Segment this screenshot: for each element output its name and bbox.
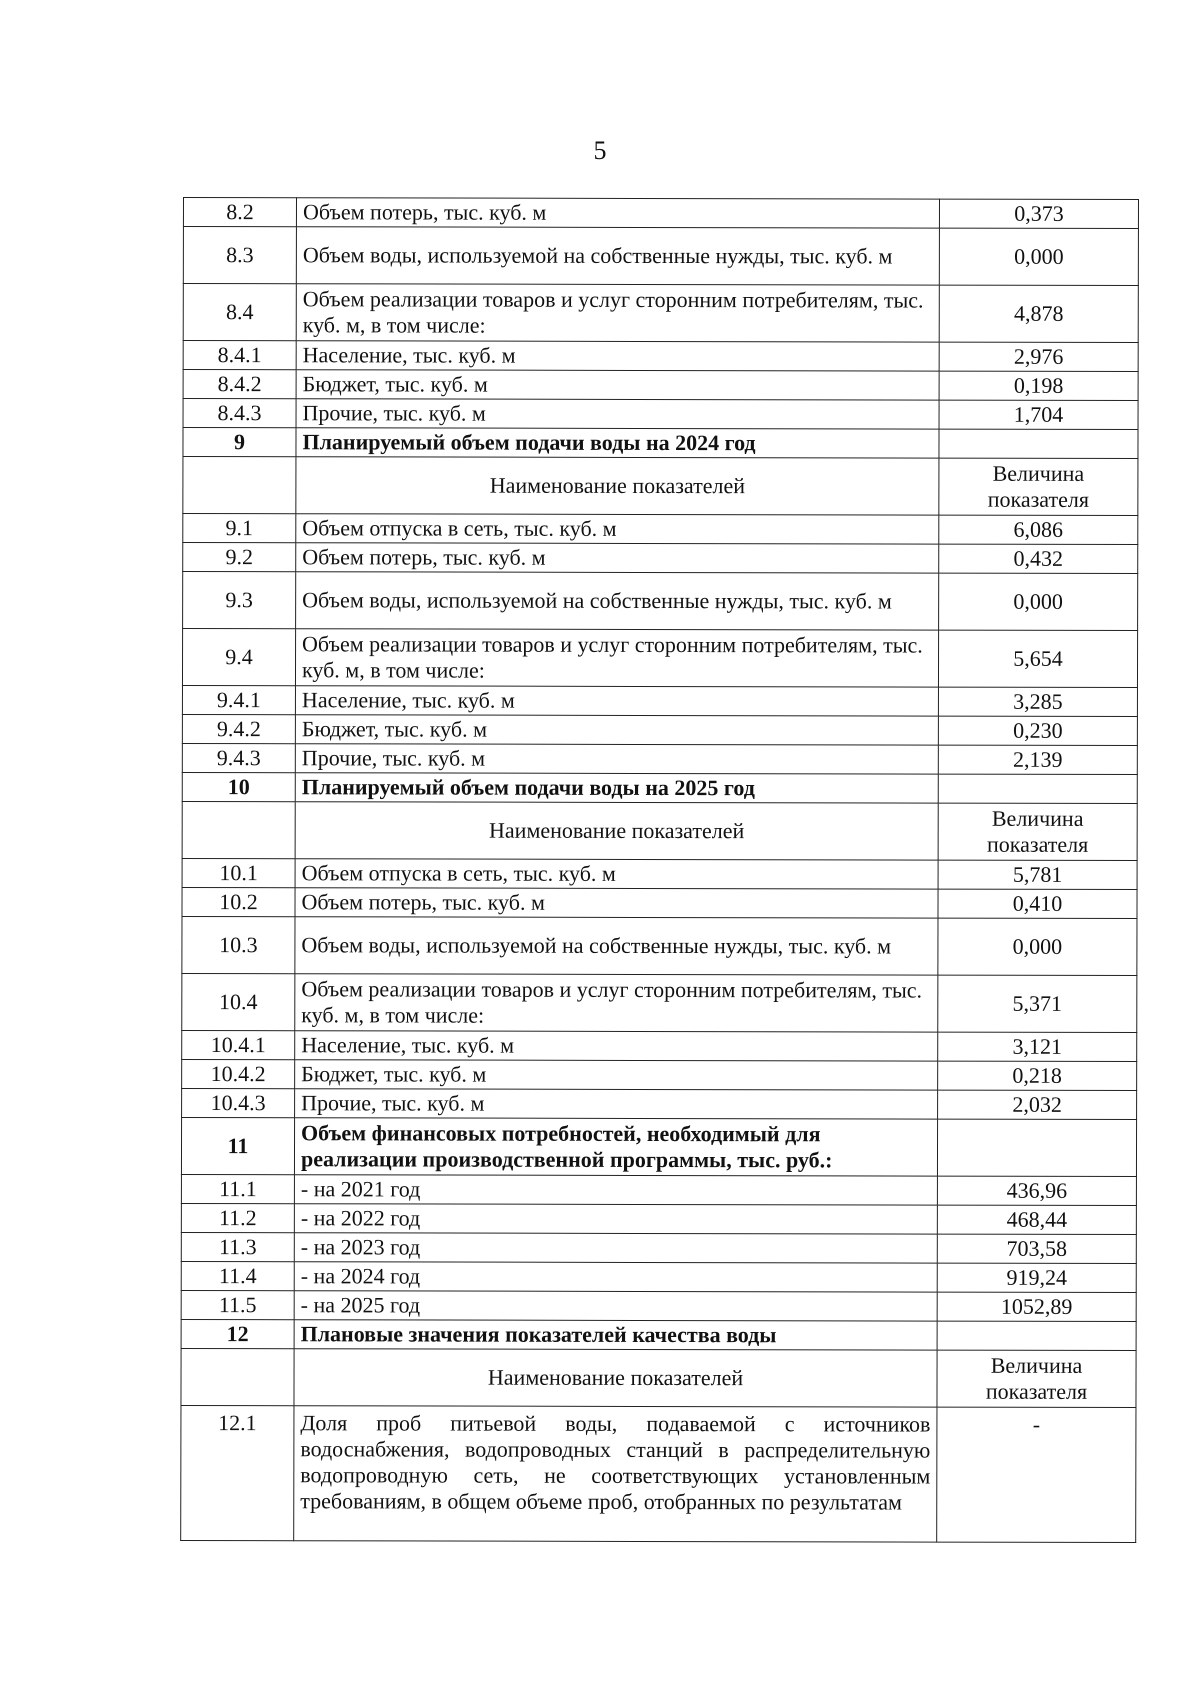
table-row (182, 686, 1137, 717)
column-header-row (182, 801, 1137, 860)
section-number: 12 (181, 1319, 294, 1348)
section-number: 9 (183, 428, 296, 457)
section-value (939, 429, 1138, 458)
row-description: - на 2025 год (294, 1291, 937, 1321)
section-value (937, 1321, 1136, 1350)
row-number: 10.4 (182, 973, 295, 1030)
table-row (181, 1174, 1136, 1205)
row-number: 9.4 (182, 629, 295, 686)
row-number: 11.4 (181, 1261, 294, 1290)
header-name: Наименование показателей (295, 802, 938, 860)
row-number: 11.3 (181, 1232, 294, 1261)
table-row (182, 858, 1137, 889)
row-number: 9.4.2 (182, 714, 295, 743)
row-description: Объем потерь, тыс. куб. м (295, 888, 938, 918)
section-title: Объем финансовых потребностей, необходимый для реализации производственной программы, тыс. руб.: (294, 1118, 937, 1176)
table-row (182, 887, 1137, 918)
table-row (183, 399, 1138, 430)
row-value: 3,121 (938, 1032, 1137, 1061)
header-empty-cell (183, 457, 296, 514)
row-number: 11.2 (181, 1203, 294, 1232)
row-number: 12.1 (181, 1405, 294, 1540)
row-description: Объем реализации товаров и услуг сторонним потребителям, тыс. куб. м, в том числе: (295, 974, 938, 1032)
row-value: 703,58 (937, 1234, 1136, 1263)
row-description: Объем воды, используемой на собственные нужды, тыс. куб. м (296, 572, 939, 630)
section-title: Плановые значения показателей качества воды (294, 1320, 937, 1350)
row-number: 8.2 (183, 198, 296, 227)
row-description: Объем воды, используемой на собственные нужды, тыс. куб. м (295, 917, 938, 975)
row-number: 10.1 (182, 858, 295, 887)
row-description: Объем воды, используемой на собственные нужды, тыс. куб. м (296, 227, 939, 285)
row-number: 10.2 (182, 887, 295, 916)
table-row (183, 514, 1138, 545)
row-number: 10.3 (182, 916, 295, 973)
row-description: Прочие, тыс. куб. м (295, 1089, 938, 1119)
header-value: Величина показателя (937, 1350, 1136, 1407)
row-number: 9.2 (183, 543, 296, 572)
table-row (183, 543, 1138, 574)
row-value: 0,373 (939, 199, 1138, 228)
header-empty-cell (181, 1348, 294, 1405)
row-value: 0,410 (938, 889, 1137, 918)
table-row (182, 916, 1137, 975)
row-description: Бюджет, тыс. куб. м (296, 370, 939, 400)
row-value: 0,000 (939, 228, 1138, 285)
table-row (183, 284, 1138, 343)
table-row (183, 227, 1138, 286)
row-number: 10.4.1 (182, 1030, 295, 1059)
row-number: 10.4.3 (182, 1088, 295, 1117)
row-description: Объем потерь, тыс. куб. м (296, 198, 939, 228)
row-number: 10.4.2 (182, 1059, 295, 1088)
indicators-table (180, 197, 1139, 1543)
table-row (181, 1203, 1136, 1234)
section-value (937, 1119, 1136, 1176)
table-row (182, 743, 1137, 774)
table-row (182, 973, 1137, 1032)
section-value (938, 774, 1137, 803)
header-name: Наименование показателей (296, 457, 939, 515)
row-description: Доля проб питьевой воды, подаваемой с источников водоснабжения, водопроводных станций в распределительную водопроводную сеть, не соответствующих установленным требованиям, в общем объеме проб, отобранных по результатам (294, 1406, 937, 1542)
header-empty-cell (182, 801, 295, 858)
row-description: - на 2024 год (294, 1262, 937, 1292)
row-number: 9.4.3 (182, 743, 295, 772)
page-number: 5 (593, 136, 607, 165)
row-description: Бюджет, тыс. куб. м (295, 1060, 938, 1090)
row-description: Объем потерь, тыс. куб. м (296, 543, 939, 573)
row-description: Прочие, тыс. куб. м (296, 399, 939, 429)
row-value: 919,24 (937, 1263, 1136, 1292)
row-value: 2,032 (938, 1090, 1137, 1119)
row-description: Объем отпуска в сеть, тыс. куб. м (295, 859, 938, 889)
row-description: Объем реализации товаров и услуг сторонним потребителям, тыс. куб. м, в том числе: (296, 284, 939, 342)
table-row (182, 1088, 1137, 1119)
table-row (182, 714, 1137, 745)
row-value: 2,139 (938, 745, 1137, 774)
section-row (182, 772, 1137, 803)
row-value: 0,432 (939, 544, 1138, 573)
section-number: 11 (181, 1117, 294, 1174)
table-row (182, 1059, 1137, 1090)
section-row (181, 1117, 1136, 1176)
header-value: Величина показателя (939, 458, 1138, 515)
row-description: Население, тыс. куб. м (295, 686, 938, 716)
row-number: 9.4.1 (182, 686, 295, 715)
table-row (181, 1405, 1136, 1542)
table-row (183, 341, 1138, 372)
row-value: 5,371 (938, 975, 1137, 1032)
row-value: 2,976 (939, 342, 1138, 371)
section-row (183, 428, 1138, 459)
table-row (181, 1232, 1136, 1263)
row-description: Бюджет, тыс. куб. м (295, 715, 938, 745)
section-number: 10 (182, 772, 295, 801)
row-number: 11.1 (181, 1174, 294, 1203)
table-row (183, 572, 1138, 631)
row-value: 3,285 (938, 687, 1137, 716)
column-header-row (183, 457, 1138, 516)
row-value: 5,781 (938, 860, 1137, 889)
row-value: 436,96 (937, 1176, 1136, 1205)
row-value: 0,198 (939, 371, 1138, 400)
row-number: 9.1 (183, 514, 296, 543)
row-description: Население, тыс. куб. м (296, 341, 939, 371)
row-value: 468,44 (937, 1205, 1136, 1234)
column-header-row (181, 1348, 1136, 1407)
row-value: 0,230 (938, 716, 1137, 745)
row-description: Объем реализации товаров и услуг сторонним потребителям, тыс. куб. м, в том числе: (295, 629, 938, 687)
row-number: 8.3 (183, 227, 296, 284)
row-number: 9.3 (183, 572, 296, 629)
section-row (181, 1319, 1136, 1350)
row-description: - на 2023 год (294, 1233, 937, 1263)
row-value: 0,218 (938, 1061, 1137, 1090)
row-description: Прочие, тыс. куб. м (295, 744, 938, 774)
table-row (182, 1030, 1137, 1061)
table-row (181, 1290, 1136, 1321)
row-number: 8.4.1 (183, 341, 296, 370)
table-row (182, 629, 1137, 688)
row-description: - на 2022 год (294, 1204, 937, 1234)
section-title: Планируемый объем подачи воды на 2024 год (296, 428, 939, 458)
row-number: 11.5 (181, 1290, 294, 1319)
row-value: 1052,89 (937, 1292, 1136, 1321)
row-value: 0,000 (939, 573, 1138, 630)
row-value: 1,704 (939, 400, 1138, 429)
row-value: - (937, 1407, 1136, 1542)
section-title: Планируемый объем подачи воды на 2025 год (295, 773, 938, 803)
row-description: Объем отпуска в сеть, тыс. куб. м (296, 514, 939, 544)
row-value: 6,086 (939, 515, 1138, 544)
row-number: 8.4 (183, 284, 296, 341)
header-name: Наименование показателей (294, 1349, 937, 1407)
table-row (183, 198, 1138, 229)
table-row (181, 1261, 1136, 1292)
row-value: 5,654 (938, 630, 1137, 687)
row-description: Население, тыс. куб. м (295, 1031, 938, 1061)
table-row (183, 370, 1138, 401)
row-description: - на 2021 год (294, 1175, 937, 1205)
row-number: 8.4.3 (183, 399, 296, 428)
header-value: Величина показателя (938, 803, 1137, 860)
row-value: 4,878 (939, 285, 1138, 342)
row-value: 0,000 (938, 918, 1137, 975)
row-number: 8.4.2 (183, 370, 296, 399)
